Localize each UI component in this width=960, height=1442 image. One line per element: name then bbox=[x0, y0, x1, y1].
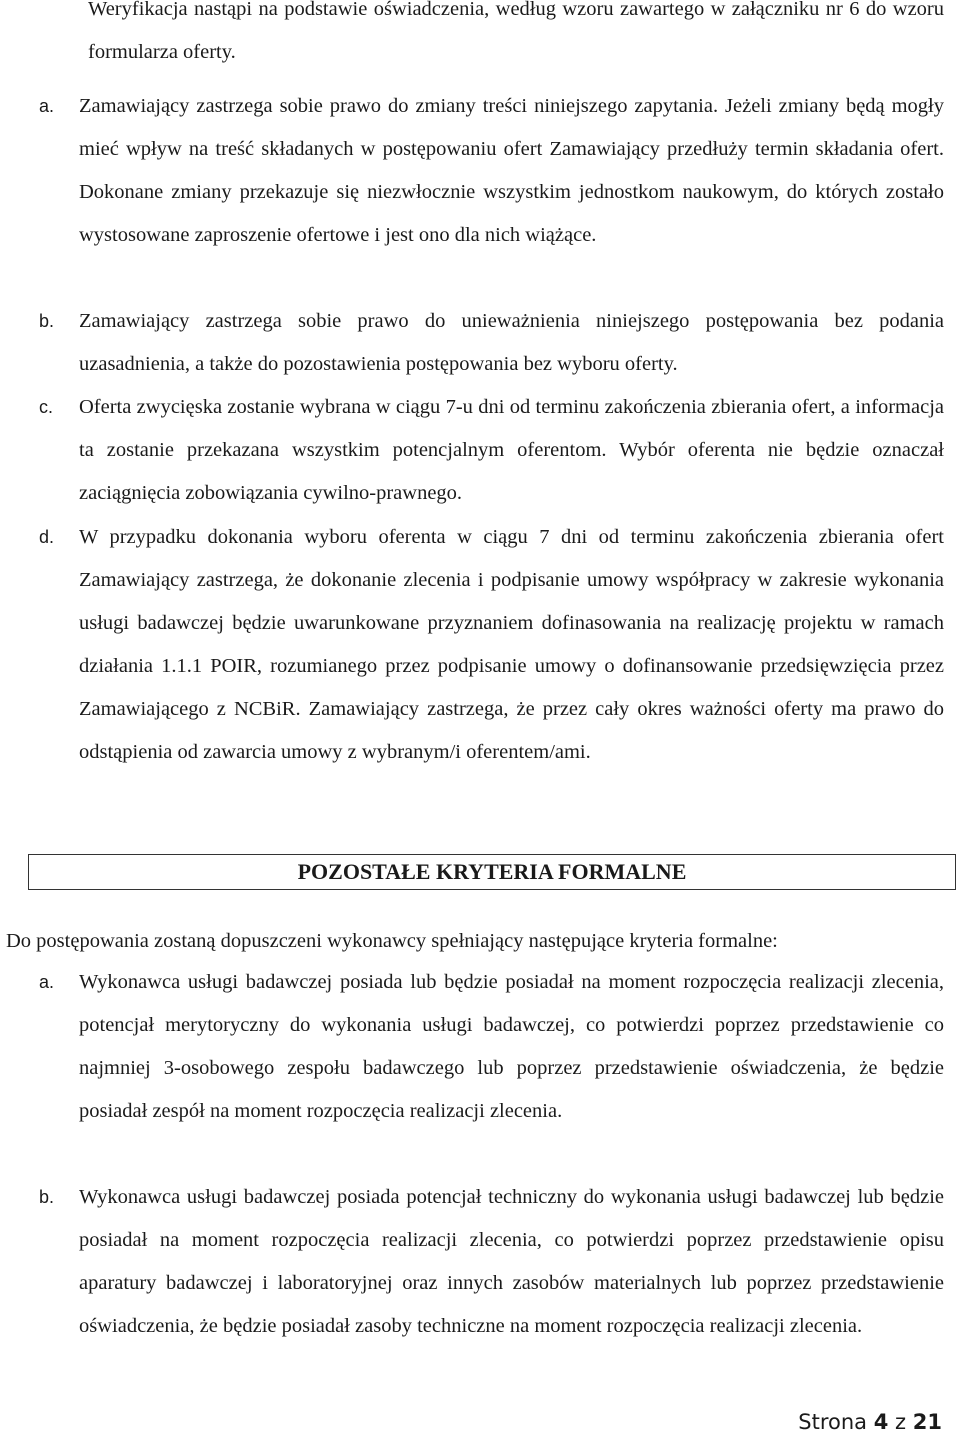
list-item-label: c. bbox=[39, 397, 54, 417]
intro-continuation: Weryfikacja nastąpi na podstawie oświadczenia, według wzoru zawartego w załączniku nr 6 do wzoru formularza oferty. bbox=[88, 0, 944, 63]
list-item-label: a. bbox=[39, 96, 55, 116]
list-item-label: a. bbox=[39, 972, 55, 992]
list-item-label: b. bbox=[39, 311, 55, 331]
list-item-label: d. bbox=[39, 527, 55, 547]
page-number-prefix: Strona bbox=[798, 1410, 868, 1434]
list-item-label: b. bbox=[39, 1187, 55, 1207]
list-item-text: Wykonawca usługi badawczej posiada potencjał techniczny do wykonania usługi badawczej lub będzie posiadał na moment rozpoczęcia realizacji zlecenia, co potwierdzi poprzez przedstawienie opisu aparatury badawczej i laboratoryjnej oraz innych zasobów materialnych lub poprzez przedstawienie oświadczenia, że będzie posiadał zasoby techniczne na moment rozpoczęcia realizacji zlecenia. bbox=[79, 1186, 944, 1337]
page-number bbox=[798, 1410, 942, 1434]
section-heading: POZOSTAŁE KRYTERIA FORMALNE bbox=[28, 854, 956, 890]
list-item-text: Oferta zwycięska zostanie wybrana w ciągu 7-u dni od terminu zakończenia zbierania ofert, a informacja ta zostanie przekazana wszystkim potencjalnym oferentom. Wybór oferenta nie będzie oznaczał zaciągnięcia zobowiązania cywilno-prawnego. bbox=[79, 396, 944, 504]
list-item-text: Wykonawca usługi badawczej posiada lub będzie posiadał na moment rozpoczęcia realizacji zlecenia, potencjał merytoryczny do wykonania usługi badawczej, co potwierdzi poprzez przedstawienie co najmniej 3-osobowego zespołu badawczego lub poprzez przedstawienie oświadczenia, że będzie posiadał zespół na moment rozpoczęcia realizacji zlecenia. bbox=[79, 971, 944, 1122]
page-number-current: 4 bbox=[873, 1410, 889, 1434]
section-intro: Do postępowania zostaną dopuszczeni wykonawcy spełniający następujące kryteria formalne: bbox=[6, 930, 778, 952]
page-number-total: 21 bbox=[912, 1410, 942, 1434]
list-item-text: Zamawiający zastrzega sobie prawo do unieważnienia niniejszego postępowania bez podania uzasadnienia, a także do pozostawienia postępowania bez wyboru oferty. bbox=[79, 310, 944, 375]
list-item-text: W przypadku dokonania wyboru oferenta w ciągu 7 dni od terminu zakończenia zbierania ofert Zamawiający zastrzega, że dokonanie zlecenia i podpisanie umowy współpracy w zakresie wykonania usługi badawczej będzie uwarunkowane przyznaniem dofinasowania na realizację projektu w ramach działania 1.1.1 POIR, rozumianego przez podpisanie umowy o dofinansowanie przedsięwzięcia przez Zamawiającego z NCBiR. Zamawiający zastrzega, że przez cały okres ważności oferty ma prawo do odstąpienia od zawarcia umowy z wybranym/i oferentem/ami. bbox=[79, 526, 944, 763]
page-number-separator: z bbox=[895, 1410, 907, 1434]
list-item-text: Zamawiający zastrzega sobie prawo do zmiany treści niniejszego zapytania. Jeżeli zmiany będą mogły mieć wpływ na treść składanych w postępowaniu ofert Zamawiający przedłuży termin składania ofert. Dokonane zmiany przekazuje się niezwłocznie wszystkim jednostkom naukowym, do których zostało wystosowane zaproszenie ofertowe i jest ono dla nich wiążące. bbox=[79, 95, 944, 246]
